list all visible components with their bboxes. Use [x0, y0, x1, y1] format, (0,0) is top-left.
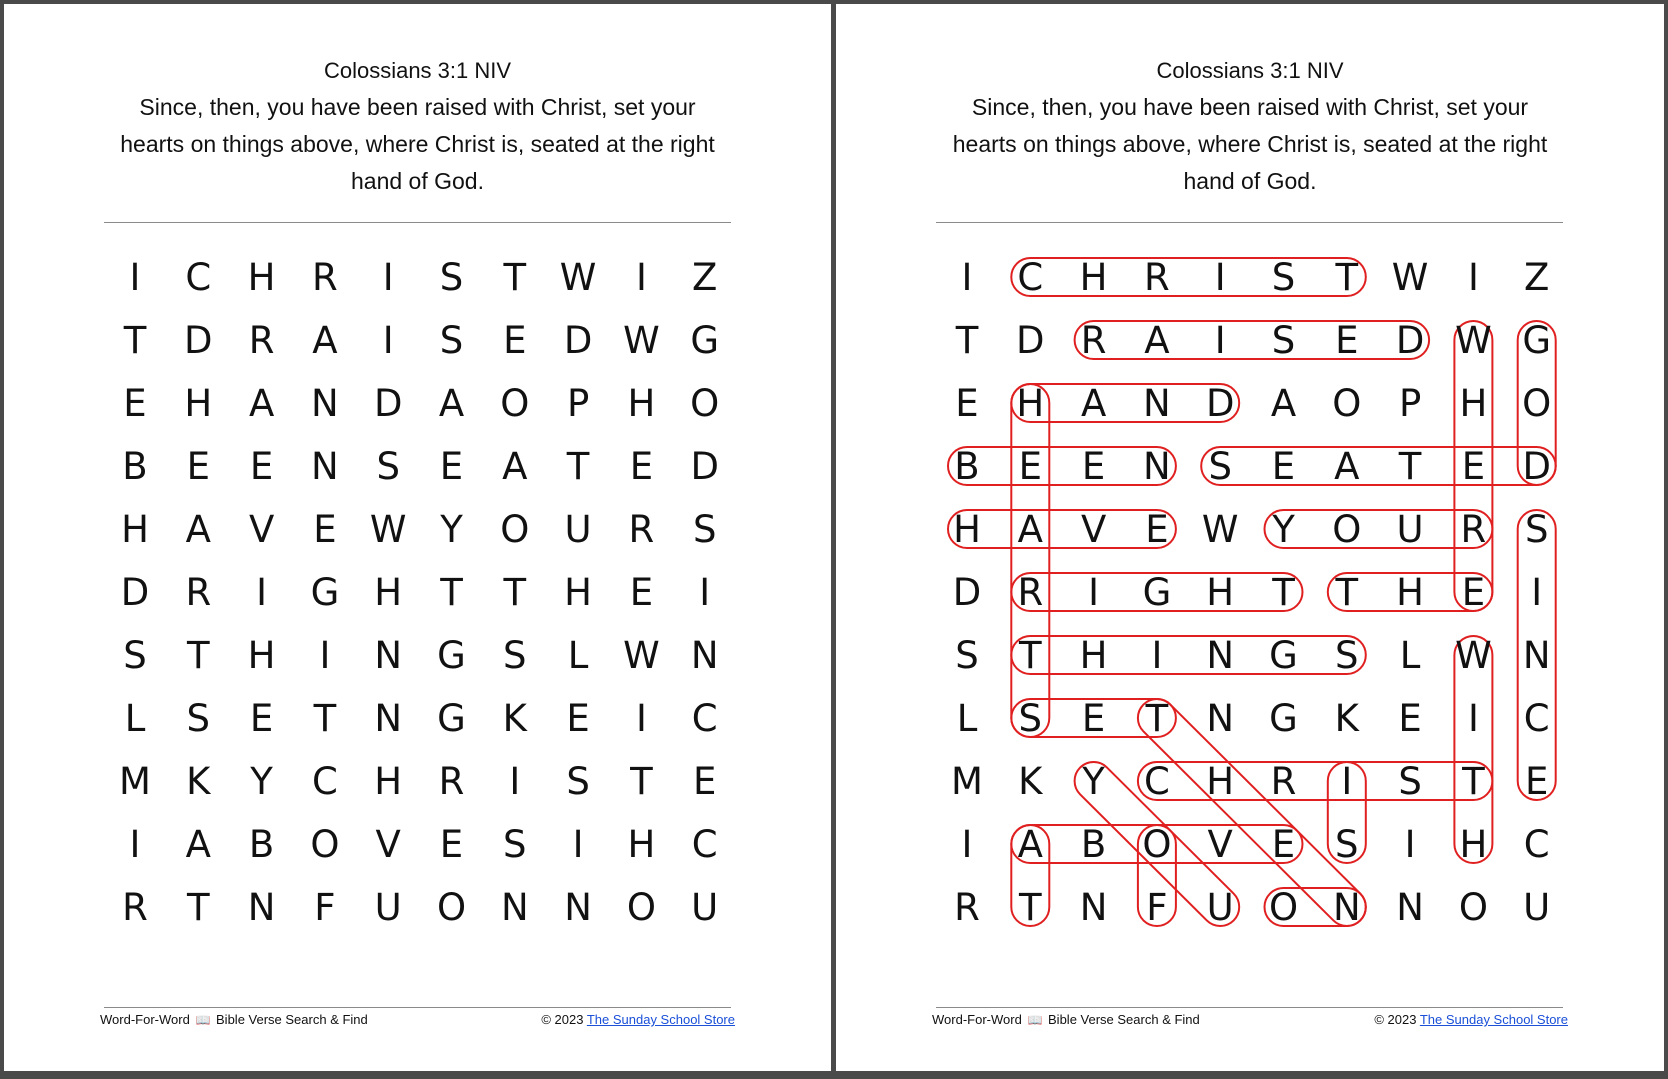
verse-line: hand of God.: [351, 168, 484, 194]
footer-title: [100, 1012, 368, 1027]
grid-letter: A: [1017, 508, 1043, 551]
grid-letter: C: [311, 760, 338, 803]
grid-letter: S: [1271, 256, 1296, 299]
footer-copyright: [1374, 1012, 1568, 1027]
verse-line: hearts on things above, where Christ is, seated at the right: [952, 131, 1548, 157]
grid-letter: H: [1079, 256, 1108, 299]
grid-letter: T: [123, 319, 147, 362]
grid-letter: W: [1391, 256, 1429, 299]
footer-copyright: [541, 1012, 735, 1027]
grid-letter: G: [690, 319, 720, 362]
grid-letter: E: [693, 760, 717, 803]
grid-letter: R: [1460, 508, 1487, 551]
copyright-text: © 2023: [541, 1012, 584, 1027]
grid-letter: C: [1523, 697, 1550, 740]
grid-letter: N: [311, 382, 339, 425]
grid-letter: E: [1081, 697, 1106, 740]
grid-letter: N: [1522, 634, 1551, 677]
grid-letter: H: [1206, 571, 1235, 614]
grid-letter: S: [1398, 760, 1422, 803]
grid-letter: T: [440, 571, 463, 614]
verse-reference: Colossians 3:1 NIV: [1156, 58, 1344, 83]
verse-line: Since, then, you have been raised with Christ, set your: [139, 94, 696, 120]
grid-letter: I: [635, 697, 647, 740]
grid-letter: U: [564, 508, 592, 551]
grid-letter: C: [185, 256, 212, 299]
grid-letter: O: [1142, 823, 1172, 866]
solution-highlight: [1075, 321, 1430, 359]
grid-letter: T: [1145, 697, 1169, 740]
grid-letter: U: [374, 886, 402, 929]
grid-letter: I: [1151, 634, 1163, 677]
grid-letter: N: [1143, 445, 1171, 488]
grid-letter: W: [623, 634, 660, 677]
store-link[interactable]: The Sunday School Store: [586, 1012, 735, 1027]
grid-letter: V: [1207, 823, 1233, 866]
footer-divider: [936, 1007, 1563, 1008]
verse-line: Since, then, you have been raised with Christ, set your: [971, 94, 1529, 120]
grid-letter: G: [1142, 571, 1172, 614]
grid-letter: S: [1524, 508, 1549, 551]
book-icon: 📖: [1027, 1013, 1043, 1027]
grid-letter: S: [186, 697, 211, 740]
grid-letter: W: [369, 508, 407, 551]
grid-letter: H: [1459, 823, 1488, 866]
grid-letter: T: [186, 886, 210, 929]
grid-letter: A: [438, 382, 465, 425]
grid-letter: H: [374, 571, 403, 614]
grid-letter: V: [1080, 508, 1107, 551]
grid-letter: T: [1272, 571, 1295, 614]
footer-brand: Word-For-Word: [932, 1012, 1022, 1027]
solution-highlight: [1011, 384, 1049, 737]
grid-letter: L: [956, 697, 978, 740]
grid-letter: Z: [692, 256, 718, 299]
grid-letter: R: [954, 886, 980, 929]
grid-letter: R: [1144, 256, 1170, 299]
grid-letter: L: [1399, 634, 1421, 677]
grid-letter: H: [627, 823, 656, 866]
grid-letter: G: [437, 634, 466, 677]
grid-letter: D: [1395, 319, 1425, 362]
grid-letter: I: [129, 256, 141, 299]
grid-letter: W: [623, 319, 660, 362]
grid-letter: N: [564, 886, 592, 929]
grid-letter: A: [1270, 382, 1297, 425]
grid-letter: O: [500, 382, 530, 425]
grid-letter: S: [503, 823, 527, 866]
grid-letter: G: [1269, 697, 1298, 740]
grid-letter: A: [502, 445, 528, 488]
grid-letter: N: [374, 697, 403, 740]
grid-letter: I: [1341, 760, 1353, 803]
grid-letter: P: [1398, 382, 1422, 425]
grid-letter: V: [375, 823, 401, 866]
grid-letter: W: [1201, 508, 1239, 551]
grid-letter: O: [1332, 508, 1362, 551]
grid-letter: A: [1334, 445, 1360, 488]
grid-letter: O: [1458, 886, 1488, 929]
grid-letter: S: [503, 634, 527, 677]
grid-letter: E: [1081, 445, 1106, 488]
book-icon: 📖: [195, 1013, 211, 1027]
grid-letter: B: [248, 823, 275, 866]
grid-letter: D: [563, 319, 593, 362]
grid-letter: O: [626, 886, 656, 929]
grid-letter: E: [1271, 445, 1296, 488]
grid-letter: T: [955, 319, 979, 362]
puzzle-page: [4, 4, 831, 1071]
grid-letter: I: [1467, 256, 1479, 299]
grid-letter: I: [1467, 697, 1479, 740]
grid-letter: N: [311, 445, 339, 488]
grid-letter: T: [566, 445, 590, 488]
grid-letter: I: [319, 634, 331, 677]
grid-letter: G: [1522, 319, 1552, 362]
grid-letter: N: [1079, 886, 1108, 929]
grid-letter: U: [1206, 886, 1234, 929]
grid-letter: W: [559, 256, 597, 299]
grid-letter: Y: [1082, 760, 1105, 803]
grid-letter: E: [439, 823, 464, 866]
grid-letter: N: [500, 886, 529, 929]
grid-letter: O: [1522, 382, 1552, 425]
grid-letter: E: [1145, 508, 1169, 551]
grid-letter: S: [1018, 697, 1043, 740]
grid-letter: S: [439, 256, 464, 299]
grid-letter: I: [961, 823, 973, 866]
grid-letter: O: [436, 886, 467, 929]
grid-letter: I: [382, 319, 394, 362]
grid-letter: K: [1018, 760, 1043, 803]
grid-letter: S: [439, 319, 464, 362]
grid-letter: E: [1461, 571, 1486, 614]
grid-letter: D: [373, 382, 403, 425]
grid-letter: O: [1332, 382, 1362, 425]
grid-letter: C: [691, 697, 718, 740]
grid-letter: K: [186, 760, 211, 803]
grid-letter: Z: [1524, 256, 1550, 299]
grid-letter: S: [1208, 445, 1232, 488]
solution-highlight: [1201, 447, 1556, 485]
grid-letter: I: [1531, 571, 1543, 614]
grid-letter: I: [1214, 319, 1226, 362]
grid-letter: L: [567, 634, 589, 677]
grid-letter: N: [1206, 634, 1235, 677]
grid-letter: R: [122, 886, 148, 929]
grid-letter: A: [185, 508, 211, 551]
footer-title: [932, 1012, 1200, 1027]
grid-letter: T: [1018, 886, 1042, 929]
footer-subtitle: Bible Verse Search & Find: [1048, 1012, 1200, 1027]
grid-letter: H: [121, 508, 149, 551]
grid-letter: E: [629, 571, 654, 614]
solution-highlight: [1138, 762, 1493, 800]
grid-letter: P: [566, 382, 590, 425]
grid-letter: V: [248, 508, 275, 551]
grid-letter: U: [1523, 886, 1551, 929]
grid-letter: N: [1332, 886, 1361, 929]
grid-letter: W: [1455, 319, 1492, 362]
grid-letter: E: [186, 445, 210, 488]
grid-letter: N: [1206, 697, 1235, 740]
grid-letter: C: [1143, 760, 1170, 803]
grid-letter: R: [185, 571, 212, 614]
grid-letter: I: [1088, 571, 1100, 614]
grid-letter: F: [1146, 886, 1168, 929]
grid-letter: T: [313, 697, 337, 740]
grid-letter: B: [1080, 823, 1107, 866]
grid-letter: D: [1016, 319, 1045, 362]
footer-brand: Word-For-Word: [100, 1012, 190, 1027]
solution-highlight: [948, 447, 1176, 485]
grid-letter: A: [1017, 823, 1043, 866]
footer-divider: [104, 1007, 731, 1008]
grid-letter: E: [955, 382, 979, 425]
store-link[interactable]: The Sunday School Store: [1419, 1012, 1568, 1027]
footer-subtitle: Bible Verse Search & Find: [216, 1012, 368, 1027]
grid-letter: H: [1206, 760, 1235, 803]
verse-line: hearts on things above, where Christ is, seated at the right: [120, 131, 715, 157]
grid-letter: H: [1079, 634, 1108, 677]
grid-letter: Y: [250, 760, 273, 803]
grid-letter: R: [1270, 760, 1297, 803]
grid-letter: R: [1080, 319, 1107, 362]
grid-letter: E: [1398, 697, 1422, 740]
grid-letter: G: [437, 697, 466, 740]
grid-letter: A: [1144, 319, 1170, 362]
grid-letter: Y: [1272, 508, 1295, 551]
grid-letter: H: [1396, 571, 1425, 614]
grid-letter: B: [122, 445, 148, 488]
grid-letter: R: [438, 760, 465, 803]
grid-letter: E: [123, 382, 147, 425]
grid-letter: H: [1016, 382, 1045, 425]
grid-letter: D: [120, 571, 150, 614]
grid-letter: E: [1271, 823, 1296, 866]
grid-letter: H: [247, 634, 276, 677]
grid-letter: T: [503, 256, 527, 299]
grid-letter: R: [312, 256, 338, 299]
grid-letter: E: [503, 319, 527, 362]
verse-reference: Colossians 3:1 NIV: [323, 58, 512, 83]
grid-letter: T: [1398, 445, 1422, 488]
grid-letter: U: [1396, 508, 1424, 551]
grid-letter: H: [1459, 382, 1488, 425]
grid-letter: N: [374, 634, 403, 677]
grid-letter: C: [1017, 256, 1044, 299]
grid-letter: T: [1335, 256, 1359, 299]
grid-letter: N: [690, 634, 719, 677]
grid-letter: I: [961, 256, 973, 299]
grid-letter: E: [439, 445, 464, 488]
grid-letter: H: [953, 508, 981, 551]
grid-letter: I: [129, 823, 141, 866]
grid-letter: O: [500, 508, 530, 551]
grid-letter: E: [1018, 445, 1042, 488]
grid-letter: W: [1455, 634, 1492, 677]
grid-letter: I: [1404, 823, 1416, 866]
letter-grid: [4, 4, 831, 1071]
grid-letter: E: [249, 697, 274, 740]
grid-letter: H: [564, 571, 593, 614]
grid-letter: L: [124, 697, 146, 740]
grid-letter: S: [566, 760, 590, 803]
grid-letter: K: [1334, 697, 1359, 740]
grid-letter: E: [249, 445, 274, 488]
grid-letter: E: [1461, 445, 1486, 488]
grid-letter: O: [310, 823, 340, 866]
grid-letter: H: [247, 256, 276, 299]
copyright-text: © 2023: [1374, 1012, 1417, 1027]
grid-letter: A: [248, 382, 275, 425]
grid-letter: D: [690, 445, 719, 488]
grid-letter: M: [951, 760, 983, 803]
grid-letter: D: [184, 319, 213, 362]
grid-letter: A: [185, 823, 211, 866]
grid-letter: S: [1335, 634, 1359, 677]
grid-letter: T: [1462, 760, 1485, 803]
grid-letter: D: [952, 571, 982, 614]
grid-letter: H: [374, 760, 403, 803]
answer-key-page: [836, 4, 1664, 1071]
grid-letter: S: [1271, 319, 1296, 362]
grid-letter: A: [1080, 382, 1107, 425]
grid-letter: R: [1017, 571, 1044, 614]
grid-letter: E: [1525, 760, 1549, 803]
solution-highlight: [948, 510, 1176, 548]
grid-letter: T: [503, 571, 527, 614]
grid-letter: R: [248, 319, 275, 362]
grid-letter: G: [1269, 634, 1298, 677]
grid-letter: T: [630, 760, 653, 803]
grid-letter: H: [184, 382, 213, 425]
grid-letter: I: [699, 571, 711, 614]
solution-highlight: [1265, 510, 1493, 548]
grid-letter: N: [1143, 382, 1171, 425]
grid-letter: O: [1268, 886, 1299, 929]
grid-letter: S: [1335, 823, 1359, 866]
grid-letter: G: [310, 571, 340, 614]
grid-letter: N: [247, 886, 276, 929]
grid-letter: T: [1335, 571, 1359, 614]
grid-letter: S: [692, 508, 717, 551]
verse-line: hand of God.: [1183, 168, 1317, 194]
grid-letter: S: [376, 445, 400, 488]
grid-letter: M: [119, 760, 151, 803]
solution-highlight: [1011, 258, 1366, 296]
grid-letter: I: [256, 571, 268, 614]
grid-letter: O: [690, 382, 720, 425]
grid-letter: S: [123, 634, 147, 677]
grid-letter: T: [186, 634, 210, 677]
grid-letter: E: [1335, 319, 1359, 362]
grid-letter: D: [1205, 382, 1235, 425]
grid-letter: H: [627, 382, 656, 425]
grid-letter: E: [629, 445, 654, 488]
grid-letter: S: [955, 634, 979, 677]
grid-letter: A: [312, 319, 338, 362]
grid-letter: U: [691, 886, 719, 929]
grid-letter: C: [1523, 823, 1550, 866]
solution-highlight: [1011, 636, 1366, 674]
grid-letter: E: [313, 508, 337, 551]
grid-letter: I: [382, 256, 394, 299]
grid-letter: I: [572, 823, 584, 866]
grid-letter: R: [628, 508, 655, 551]
grid-letter: B: [954, 445, 980, 488]
grid-letter: I: [1214, 256, 1226, 299]
grid-letter: D: [1522, 445, 1551, 488]
grid-letter: C: [691, 823, 718, 866]
grid-letter: T: [1018, 634, 1042, 677]
grid-letter: I: [635, 256, 647, 299]
grid-letter: K: [502, 697, 527, 740]
grid-letter: I: [509, 760, 521, 803]
grid-letter: N: [1396, 886, 1424, 929]
grid-letter: F: [314, 886, 336, 929]
answer-grid: [836, 4, 1664, 1071]
grid-letter: Y: [440, 508, 463, 551]
grid-letter: E: [566, 697, 590, 740]
